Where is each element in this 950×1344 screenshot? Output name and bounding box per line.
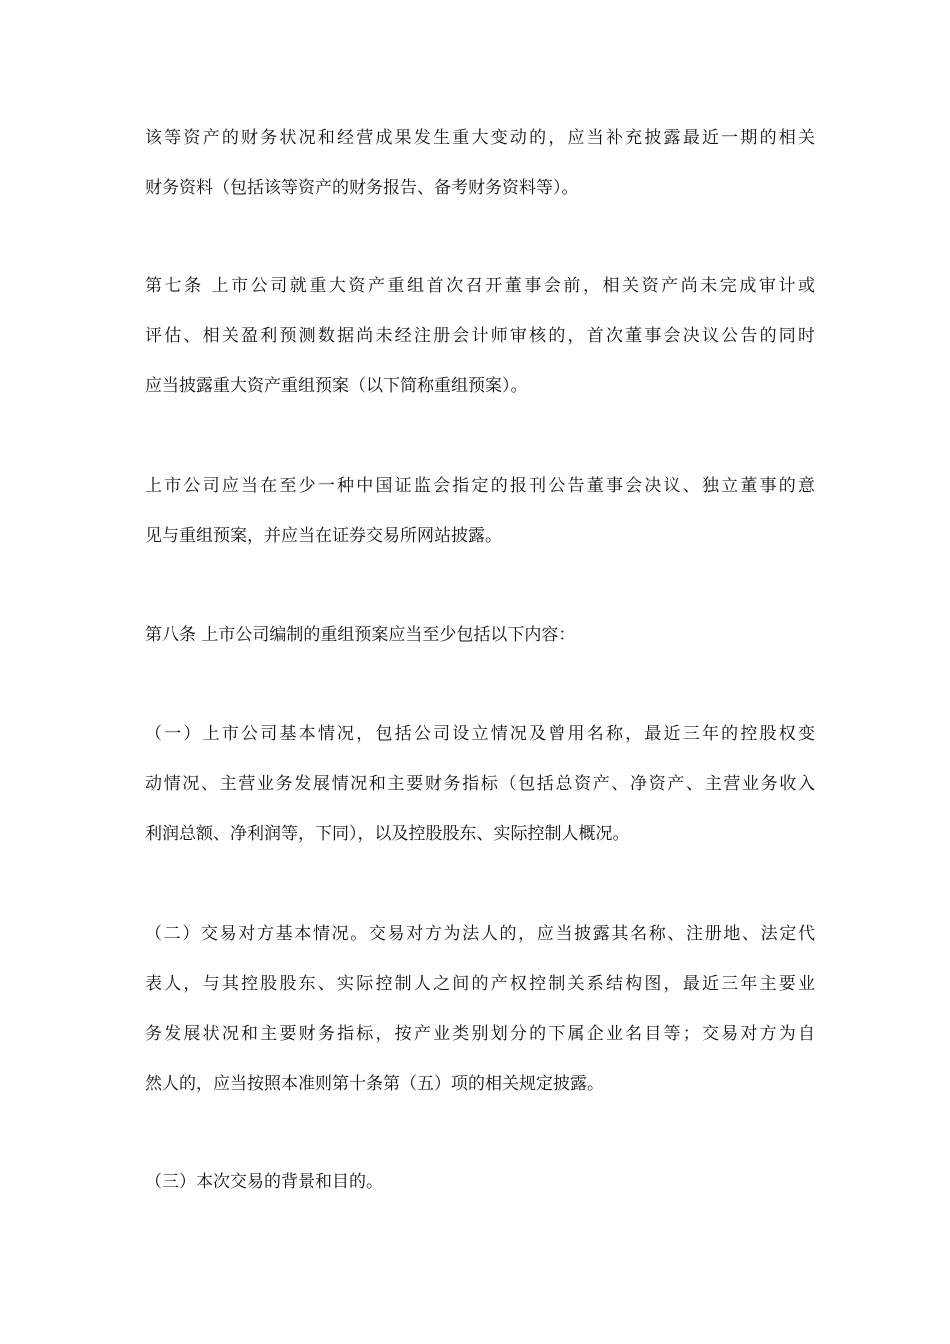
text-line: 应当披露重大资产重组预案（以下简称重组预案）。 (145, 376, 528, 396)
text-line: 第七条 上市公司就重大资产重组首次召开董事会前，相关资产尚未完成审计或 (145, 276, 815, 296)
text-line: 见与重组预案，并应当在证券交易所网站披露。 (145, 526, 502, 546)
text-line: （三）本次交易的背景和目的。 (145, 1172, 383, 1192)
paragraph-disclosure (145, 461, 815, 561)
text-line: 评估、相关盈利预测数据尚未经注册会计师审核的，首次董事会决议公告的同时 (145, 326, 815, 346)
text-line: 表人，与其控股股东、实际控制人之间的产权控制关系结构图，最近三年主要业 (145, 974, 815, 994)
text-line: （二）交易对方基本情况。交易对方为法人的，应当披露其名称、注册地、法定代 (145, 924, 815, 944)
paragraph-item-2 (145, 909, 815, 1109)
text-line: 然人的，应当按照本准则第十条第（五）项的相关规定披露。 (145, 1074, 604, 1094)
text-line: 动情况、主营业务发展情况和主要财务指标（包括总资产、净资产、主营业务收入 (145, 774, 815, 794)
paragraph-article-7 (145, 261, 815, 411)
paragraph-article-8 (145, 610, 815, 660)
text-line: 财务资料（包括该等资产的财务报告、备考财务资料等）。 (145, 178, 579, 198)
text-line: 第八条 上市公司编制的重组预案应当至少包括以下内容： (145, 625, 576, 645)
text-line: 上市公司应当在至少一种中国证监会指定的报刊公告董事会决议、独立董事的意 (145, 476, 815, 496)
text-line: 务发展状况和主要财务指标，按产业类别划分的下属企业名目等；交易对方为自 (145, 1024, 815, 1044)
text-line: （一）上市公司基本情况，包括公司设立情况及曾用名称，最近三年的控股权变 (145, 724, 815, 744)
paragraph-item-1 (145, 709, 815, 859)
paragraph-item-3 (145, 1157, 815, 1207)
text-line: 该等资产的财务状况和经营成果发生重大变动的，应当补充披露最近一期的相关 (145, 128, 815, 148)
text-line: 利润总额、净利润等，下同），以及控股股东、实际控制人概况。 (145, 824, 630, 844)
paragraph-financial-data (145, 113, 815, 213)
